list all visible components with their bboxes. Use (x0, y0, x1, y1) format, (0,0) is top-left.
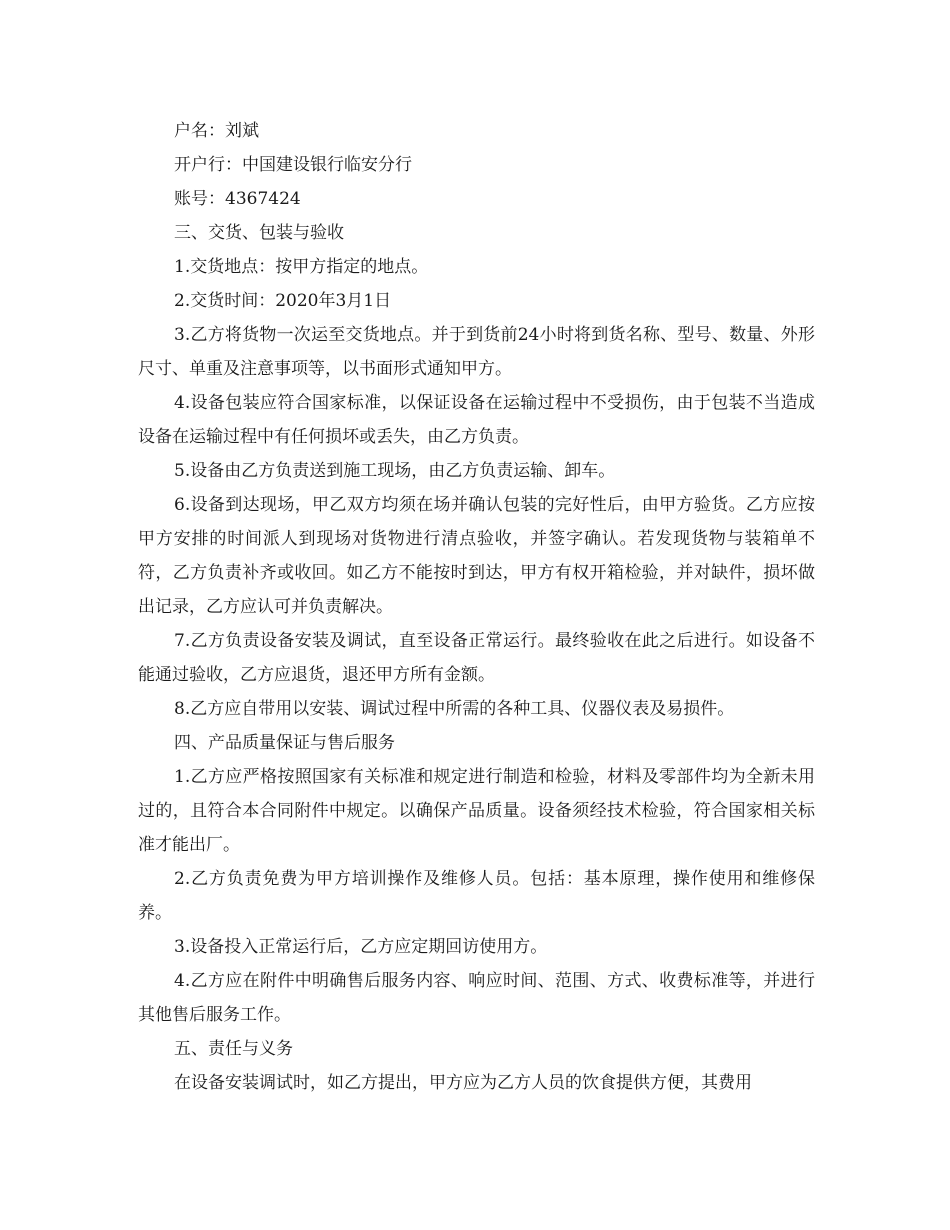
account-number-line: 账号：4367424 (174, 189, 301, 209)
bank-line: 开户行：中国建设银行临安分行 (174, 155, 412, 175)
clause-quality-standards: 1.乙方应严格按照国家有关标准和规定进行制造和检验，材料及零部件均为全新未用过的，且符合本合同附件中规定。以确保产品质量。设备须经技术检验，符合国家相关标准才能出厂。 (138, 767, 815, 855)
clause-training: 2.乙方负责免费为甲方培训操作及维修人员。包括：基本原理，操作使用和维修保养。 (138, 869, 815, 923)
clause-tools: 8.乙方应自带用以安装、调试过程中所需的各种工具、仪器仪表及易损件。 (174, 699, 735, 719)
document-body (138, 114, 815, 1100)
section-heading-responsibilities: 五、责任与义务 (174, 1039, 293, 1059)
clause-delivery-location: 1.交货地点：按甲方指定的地点。 (174, 257, 429, 277)
clause-installation: 7.乙方负责设备安装及调试，直至设备正常运行。最终验收在此之后进行。如设备不能通过验收，乙方应退货，退还甲方所有金额。 (138, 631, 815, 685)
clause-after-sales: 4.乙方应在附件中明确售后服务内容、响应时间、范围、方式、收费标准等，并进行其他售后服务工作。 (138, 971, 815, 1025)
clause-follow-up: 3.设备投入正常运行后，乙方应定期回访使用方。 (174, 937, 548, 957)
section-heading-quality: 四、产品质量保证与售后服务 (174, 733, 395, 753)
account-name-line: 户名：刘斌 (174, 121, 259, 141)
section-heading-delivery: 三、交货、包装与验收 (174, 223, 344, 243)
clause-transport: 5.设备由乙方负责送到施工现场，由乙方负责运输、卸车。 (174, 461, 616, 481)
clause-installation-support: 在设备安装调试时，如乙方提出，甲方应为乙方人员的饮食提供方便，其费用 (174, 1073, 752, 1093)
clause-packaging: 4.设备包装应符合国家标准，以保证设备在运输过程中不受损伤，由于包装不当造成设备在运输过程中有任何损坏或丢失，由乙方负责。 (138, 393, 815, 447)
clause-delivery-time: 2.交货时间：2020年3月1日 (174, 291, 392, 311)
clause-inspection: 6.设备到达现场，甲乙双方均须在场并确认包装的完好性后，由甲方验货。乙方应按甲方安排的时间派人到现场对货物进行清点验收，并签字确认。若发现货物与装箱单不符，乙方负责补齐或收回。如乙方不能按时到达，甲方有权开箱检验，并对缺件，损坏做出记录，乙方应认可并负责解决。 (138, 495, 815, 617)
clause-shipment-notice: 3.乙方将货物一次运至交货地点。并于到货前24小时将到货名称、型号、数量、外形尺寸、单重及注意事项等，以书面形式通知甲方。 (138, 325, 815, 379)
